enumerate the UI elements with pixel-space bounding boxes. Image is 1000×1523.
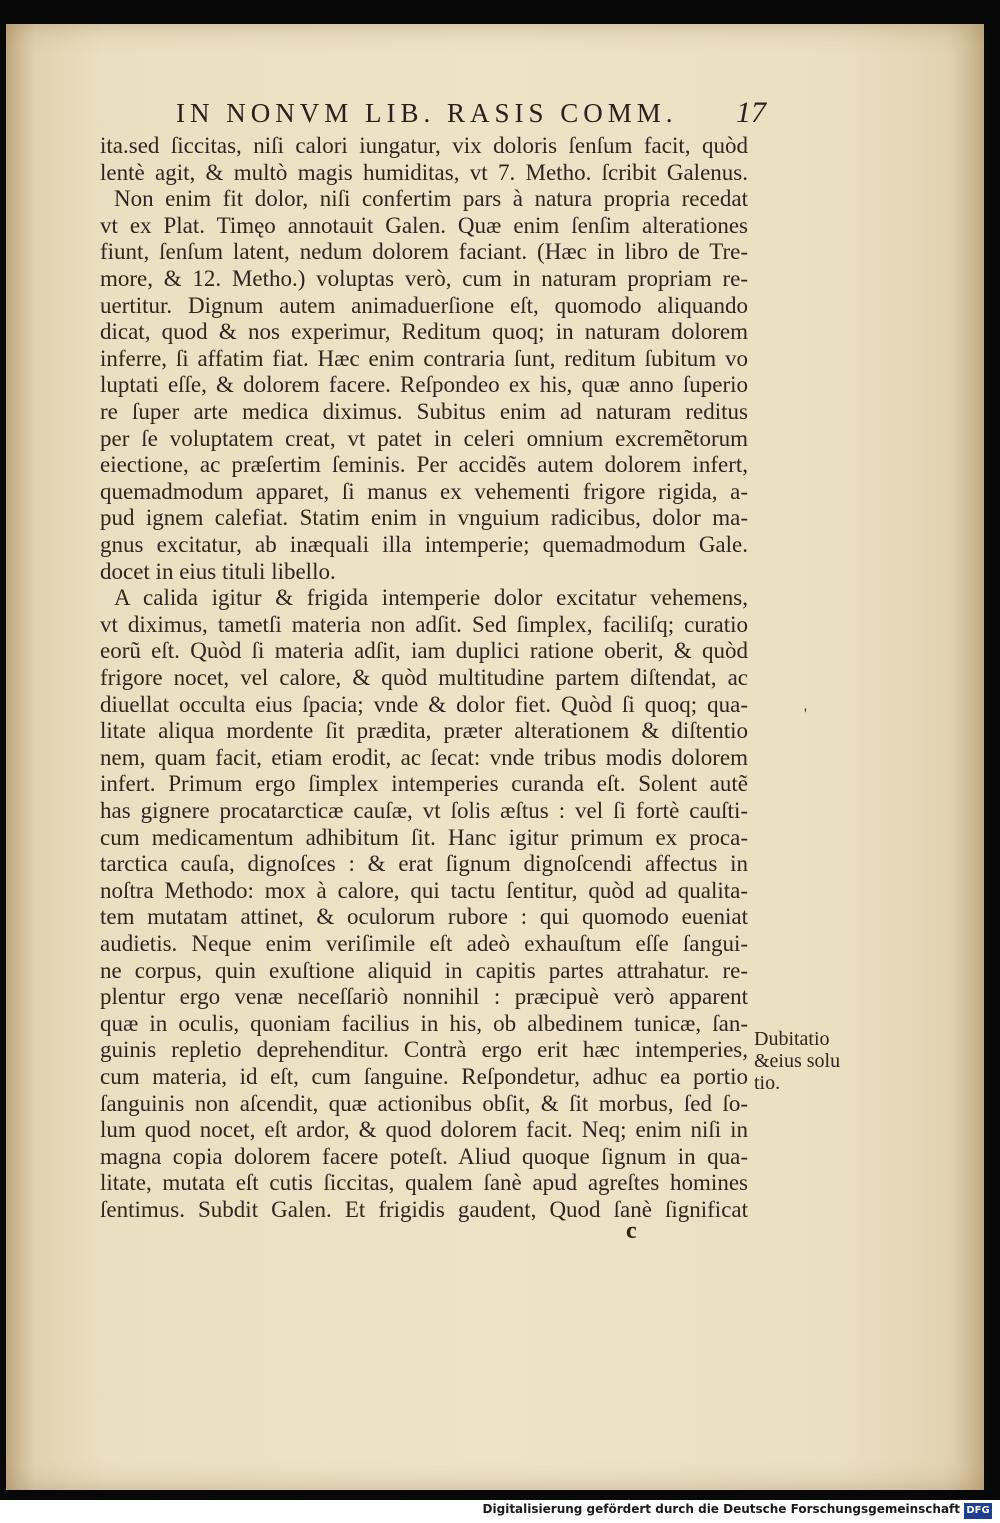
text-line: tem mutatam attinet, & oculorum rubore : qui quomodo eueniat	[100, 904, 748, 929]
text-line: audietis. Neque enim veriſimile eſt adeò exhauſtum eſſe ſangui-	[100, 931, 748, 956]
text-line: gnus excitatur, ab inæquali illa intemperie; quemadmodum Gale.	[100, 532, 748, 557]
marginal-mark: '	[804, 706, 807, 723]
funding-credit: Digitalisierung gefördert durch die Deutsche Forschungsgemeinschaft	[482, 1502, 960, 1516]
text-line: diuellat occulta eius ſpacia; vnde & dolor fiet. Quòd ſi quoq; qua-	[100, 692, 748, 717]
page-header	[176, 96, 766, 136]
text-line: has gignere procatarcticæ cauſæ, vt ſolis æſtus : vel ſi fortè cauſti-	[100, 798, 748, 823]
text-line: magna copia dolorem facere poteſt. Aliud quoque ſignum in qua-	[100, 1144, 748, 1169]
text-line: quæ in oculis, quoniam facilius in his, ob albedinem tunicæ, ſan-	[100, 1011, 748, 1036]
text-line: fiunt, ſenſum latent, nedum dolorem faciant. (Hæc in libro de Tre-	[100, 239, 748, 264]
text-line: lum quod nocet, eſt ardor, & quod dolorem facit. Neq; enim niſi in	[100, 1117, 748, 1142]
text-line: A calida igitur & frigida intemperie dolor excitatur vehemens,	[114, 585, 748, 610]
text-line: dicat, quod & nos experimur, Reditum quoq; in naturam dolorem	[100, 319, 748, 344]
marginal-note-line: Dubitatio	[754, 1028, 830, 1050]
text-line: docet in eius tituli libello.	[100, 559, 336, 584]
text-line: guinis repletio deprehenditur. Contrà ergo erit hæc intemperies,	[100, 1037, 748, 1062]
text-line: ita.sed ſiccitas, niſi calori iungatur, vix doloris ſenſum facit, quòd	[100, 133, 748, 158]
marginal-note-line: tio.	[754, 1072, 781, 1094]
text-line: vt ex Plat. Timęo annotauit Galen. Quæ enim ſenſim alterationes	[100, 213, 748, 238]
text-line: cum materia, id eſt, cum ſanguine. Reſpondetur, adhuc ea portio	[100, 1064, 748, 1089]
text-line: litate aliqua mordente ſit prædita, præter alterationem & diſtentio	[100, 718, 748, 743]
marginal-note-line: &eius solu	[754, 1050, 841, 1072]
text-line: ſentimus. Subdit Galen. Et frigidis gaudent, Quod ſanè ſignificat	[100, 1197, 748, 1222]
text-line: cum medicamentum adhibitum ſit. Hanc igitur primum ex proca-	[100, 825, 748, 850]
dfg-logo: DFG	[964, 1503, 992, 1519]
text-line: litate, mutata eſt cutis ſiccitas, qualem ſanè apud agreſtes homines	[100, 1170, 748, 1195]
footer-bar	[0, 1500, 1000, 1523]
text-line: tarctica cauſa, dignoſces : & erat ſignum dignoſcendi affectus in	[100, 851, 748, 876]
signature-mark: c	[626, 1218, 637, 1244]
page-number: 17	[736, 96, 766, 129]
running-title: IN NONVM LIB. RASIS COMM.	[176, 98, 678, 128]
text-line: Non enim fit dolor, niſi confertim pars à natura propria recedat	[114, 186, 748, 211]
text-line: quemadmodum apparet, ſi manus ex vehementi frigore rigida, a-	[100, 479, 748, 504]
text-line: noſtra Methodo: mox à calore, qui tactu ſentitur, quòd ad qualita-	[100, 878, 748, 903]
text-line: frigore nocet, vel calore, & quòd multitudine partem diſtendat, ac	[100, 665, 748, 690]
text-line: ne corpus, quin exuſtione aliquid in capitis partes attrahatur. re-	[100, 958, 748, 983]
text-line: infert. Primum ergo ſimplex intemperies curanda eſt. Solent autẽ	[100, 771, 748, 796]
body-text	[100, 132, 748, 1222]
text-line: plentur ergo venæ neceſſariò nonnihil : præcipuè verò apparent	[100, 984, 748, 1009]
text-line: eorũ eſt. Quòd ſi materia adſit, iam duplici ratione oberit, & quòd	[100, 638, 748, 663]
text-line: eiectione, ac præſertim ſeminis. Per accidẽs autem dolorem infert,	[100, 452, 748, 477]
text-line: ſanguinis non aſcendit, quæ actionibus obſit, & ſit morbus, ſed ſo-	[100, 1091, 748, 1116]
text-line: inferre, ſi affatim fiat. Hæc enim contraria ſunt, reditum ſubitum vo	[100, 346, 748, 371]
text-line: luptati eſſe, & dolorem facere. Reſpondeo ex his, quæ anno ſuperio	[100, 372, 748, 397]
text-line: uertitur. Dignum autem animaduerſione eſt, quomodo aliquando	[100, 293, 748, 318]
text-line: lentè agit, & multò magis humiditas, vt 7. Metho. ſcribit Galenus.	[100, 160, 748, 185]
text-line: re ſuper arte medica diximus. Subitus enim ad naturam reditus	[100, 399, 748, 424]
text-line: nem, quam facit, etiam erodit, ac ſecat: vnde tribus modis dolorem	[100, 745, 748, 770]
text-line: pud ignem calefiat. Statim enim in vnguium radicibus, dolor ma-	[100, 505, 748, 530]
text-line: vt diximus, tametſi materia non adſit. Sed ſimplex, faciliſq; curatio	[100, 612, 748, 637]
text-line: more, & 12. Metho.) voluptas verò, cum in naturam propriam re-	[100, 266, 748, 291]
text-line: per ſe voluptatem creat, vt patet in celeri omnium excremẽtorum	[100, 426, 748, 451]
